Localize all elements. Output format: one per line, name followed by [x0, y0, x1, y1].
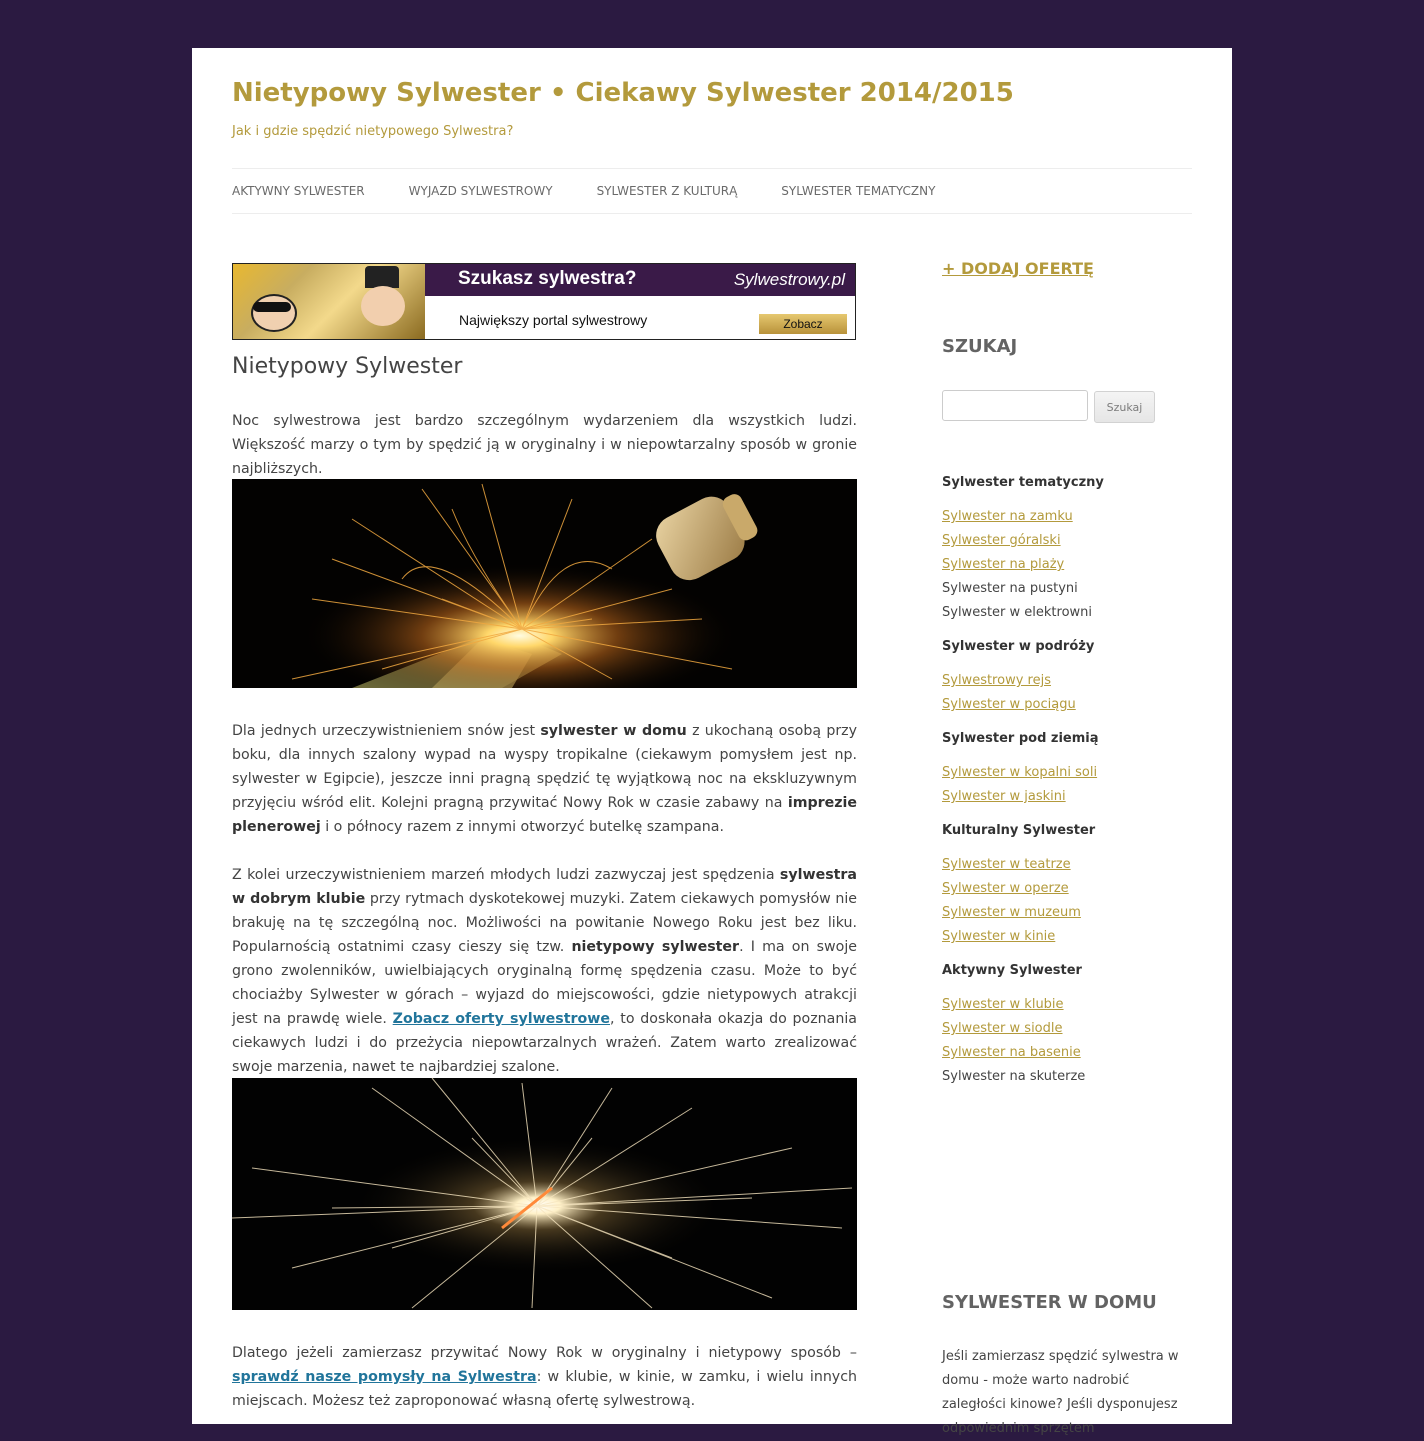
banner-brand: Sylwestrowy.pl: [733, 270, 845, 289]
category-heading: Sylwester pod ziemią: [942, 731, 1099, 746]
category-heading: Sylwester w podróży: [942, 639, 1095, 654]
page-container: [192, 48, 1232, 1436]
offers-link[interactable]: Zobacz oferty sylwestrowe: [392, 1011, 611, 1027]
main-navigation: [232, 168, 1192, 214]
category-link[interactable]: Sylwester w operze: [942, 881, 1069, 896]
search-button[interactable]: Szukaj: [1094, 391, 1155, 423]
category-list: [942, 472, 1202, 1090]
category-link[interactable]: Sylwester w siodle: [942, 1021, 1063, 1036]
category-item: Sylwester na skuterze: [942, 1069, 1086, 1084]
category-link[interactable]: Sylwester w jaskini: [942, 789, 1066, 804]
category-link[interactable]: Sylwestrowy rejs: [942, 673, 1051, 688]
post-paragraph-1: Noc sylwestrowa jest bardzo szczególnym wydarzeniem dla wszystkich ludzi. Większość marzy o tym by spędzić ją w oryginalny i w niepowtarzalny sposób w gronie najbliższych.: [232, 413, 857, 477]
banner-header: [425, 264, 855, 296]
category-link[interactable]: Sylwester na basenie: [942, 1045, 1081, 1060]
banner-party-image: [233, 264, 425, 339]
post-paragraph-4: Dlatego jeżeli zamierzasz przywitać Nowy Rok w oryginalny i nietypowy sposób – sprawdź nasze pomysły na Sylwestra: w klubie, w kinie, w zamku, i wielu innych miejscach. Możesz też zaproponować własną ofertę sylwestrową.: [232, 1345, 857, 1409]
category-heading: Aktywny Sylwester: [942, 963, 1082, 978]
category-item: Sylwester na pustyni: [942, 581, 1078, 596]
nav-item-tematyczny[interactable]: SYLWESTER TEMATYCZNY: [781, 184, 936, 198]
category-link[interactable]: Sylwester w teatrze: [942, 857, 1071, 872]
category-link[interactable]: Sylwester w muzeum: [942, 905, 1081, 920]
category-item: Sylwester w elektrowni: [942, 605, 1093, 620]
site-title[interactable]: Nietypowy Sylwester • Ciekawy Sylwester 2014/2015: [232, 78, 1014, 108]
search-input[interactable]: [942, 390, 1088, 421]
banner-subtitle: Największy portal sylwestrowy: [459, 312, 648, 328]
nav-item-wyjazd[interactable]: WYJAZD SYLWESTROWY: [408, 184, 553, 198]
banner-button[interactable]: Zobacz: [759, 314, 847, 334]
search-heading: SZUKAJ: [942, 336, 1018, 357]
category-link[interactable]: Sylwester na zamku: [942, 509, 1073, 524]
category-heading: Sylwester tematyczny: [942, 475, 1104, 490]
champagne-sparkler-image: [232, 479, 857, 688]
sparkler-image: [232, 1078, 857, 1310]
banner-headline: Szukasz sylwestra?: [458, 268, 637, 289]
post-title: Nietypowy Sylwester: [232, 354, 463, 379]
add-offer-link[interactable]: + DODAJ OFERTĘ: [942, 259, 1094, 278]
site-description: Jak i gdzie spędzić nietypowego Sylwestra?: [232, 124, 514, 139]
category-heading: Kulturalny Sylwester: [942, 823, 1096, 838]
home-text: Jeśli zamierzasz spędzić sylwestra w domu - może warto nadrobić zaległości kinowe? Jeśli dysponujesz odpowiednim sprzętem: [942, 1349, 1179, 1436]
category-link[interactable]: Sylwester góralski: [942, 533, 1061, 548]
category-link[interactable]: Sylwester w kopalni soli: [942, 765, 1098, 780]
post-paragraph-3: Z kolei urzeczywistnieniem marzeń młodych ludzi zazwyczaj jest spędzenia sylwestra w dobrym klubie przy rytmach dyskotekowej muzyki. Zatem ciekawych pomysłów nie brakuję na tę szczególną noc. Możliwości na powitanie Nowego Roku jest bez liku. Popularnością ostatnimi czasy cieszy się tzw. nietypowy sylwester. I ma on swoje grono zwolenników, uwielbiających oryginalną formę spędzenia czasu. Może to być chociażby Sylwester w górach – wyjazd do miejscowości, gdzie nietypowych atrakcji jest na prawdę wiele. Zobacz oferty sylwestrowe, to doskonała okazja do poznania ciekawych ludzi i do przeżycia niepowtarzalnych wrażeń. Zatem warto zrealizować swoje marzenia, nawet te najbardziej szalone.: [232, 867, 858, 1075]
category-link[interactable]: Sylwester w pociągu: [942, 697, 1076, 712]
category-link[interactable]: Sylwester na plaży: [942, 557, 1065, 572]
category-link[interactable]: Sylwester w klubie: [942, 997, 1064, 1012]
category-link[interactable]: Sylwester w kinie: [942, 929, 1056, 944]
ideas-link[interactable]: sprawdź nasze pomysły na Sylwestra: [232, 1369, 537, 1385]
nav-item-aktywny[interactable]: AKTYWNY SYLWESTER: [232, 184, 365, 198]
nav-item-kultura[interactable]: SYLWESTER Z KULTURĄ: [596, 184, 738, 198]
banner-ad[interactable]: [232, 263, 856, 340]
home-heading: SYLWESTER W DOMU: [942, 1292, 1157, 1313]
post-paragraph-2: Dla jednych urzeczywistnieniem snów jest sylwester w domu z ukochaną osobą przy boku, dla innych szalony wypad na wyspy tropikalne (ciekawym pomysłem jest np. sylwester w Egipcie), jeszcze inni pragną spędzić tę wyjątkową noc na ekskluzywnym przyjęciu wśród elit. Kolejni pragną przywitać Nowy Rok w czasie zabawy na imprezie plenerowej i o północy razem z innymi otworzyć butelkę szampana.: [232, 723, 858, 835]
